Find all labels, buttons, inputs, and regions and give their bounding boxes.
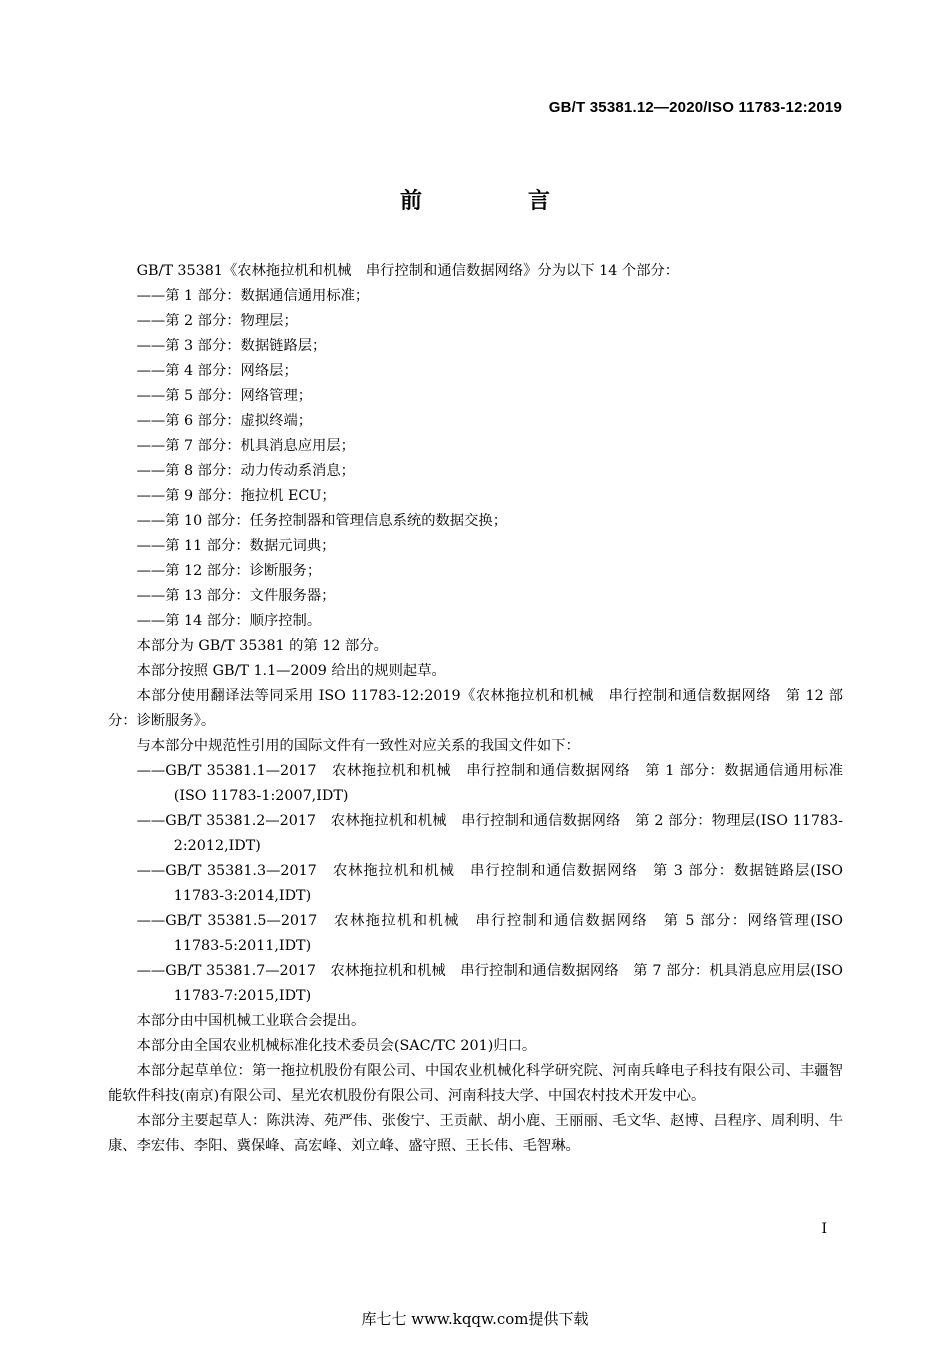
list-item: ——第 2 部分：物理层； [136,313,298,329]
list-item: ——第 11 部分：数据元词典； [136,538,336,554]
reference-item: ——GB/T 35381.7—2017 农林拖拉机和机械 串行控制和通信数据网络 第 7 部分：机具消息应用层(ISO 11783-7:2015,IDT) [136,963,843,1004]
centralized-by-paragraph: 本部分由全国农业机械标准化技术委员会(SAC/TC 201)归口。 [136,1038,537,1054]
list-item: ——第 1 部分：数据通信通用标准； [136,288,370,304]
references-intro-paragraph: 与本部分中规范性引用的国际文件有一致性对应关系的我国文件如下： [136,738,580,754]
standard-number-header: GB/T 35381.12—2020/ISO 11783-12:2019 [548,99,842,116]
list-item: ——第 5 部分：网络管理； [136,388,313,404]
translation-paragraph: 本部分使用翻译法等同采用 ISO 11783-12:2019《农林拖拉机和机械 串行控制和通信数据网络 第 12 部分：诊断服务》。 [108,688,843,729]
reference-item: ——GB/T 35381.3—2017 农林拖拉机和机械 串行控制和通信数据网络 第 3 部分：数据链路层(ISO 11783-3:2014,IDT) [136,863,843,904]
part-statement-paragraph: 本部分为 GB/T 35381 的第 12 部分。 [136,638,388,654]
reference-item: ——GB/T 35381.5—2017 农林拖拉机和机械 串行控制和通信数据网络 第 5 部分：网络管理(ISO 11783-5:2011,IDT) [136,913,843,954]
list-item: ——第 3 部分：数据链路层； [136,338,327,354]
drafting-rules-paragraph: 本部分按照 GB/T 1.1—2009 给出的规则起草。 [136,663,446,679]
document-body [108,259,843,1159]
list-item: ——第 9 部分：拖拉机 ECU； [136,488,336,504]
reference-item: ——GB/T 35381.2—2017 农林拖拉机和机械 串行控制和通信数据网络 第 2 部分：物理层(ISO 11783-2:2012,IDT) [136,813,843,854]
drafters-paragraph: 本部分主要起草人：陈洪涛、苑严伟、张俊宁、王贡献、胡小鹿、王丽丽、毛文华、赵博、吕程序、周利明、牛康、李宏伟、李阳、冀保峰、高宏峰、刘立峰、盛守照、王长伟、毛智琳。 [108,1113,843,1154]
proposed-by-paragraph: 本部分由中国机械工业联合会提出。 [136,1013,366,1029]
reference-item: ——GB/T 35381.1—2017 农林拖拉机和机械 串行控制和通信数据网络 第 1 部分：数据通信通用标准(ISO 11783-1:2007,IDT) [136,763,843,804]
parts-list [108,284,843,634]
intro-paragraph: GB/T 35381《农林拖拉机和机械 串行控制和通信数据网络》分为以下 14 个部分： [136,263,680,279]
page-title: 前 言 [399,189,592,214]
page-number: I [821,1221,827,1237]
download-footer: 库七七 www.kqqw.com提供下载 [361,1310,589,1328]
references-list [108,759,843,1009]
list-item: ——第 7 部分：机具消息应用层； [136,438,355,454]
list-item: ——第 10 部分：任务控制器和管理信息系统的数据交换； [136,513,507,529]
list-item: ——第 6 部分：虚拟终端； [136,413,313,429]
drafting-units-paragraph: 本部分起草单位：第一拖拉机股份有限公司、中国农业机械化科学研究院、河南兵峰电子科技有限公司、丰疆智能软件科技(南京)有限公司、星光农机股份有限公司、河南科技大学、中国农村技术开发中心。 [108,1063,843,1104]
list-item: ——第 12 部分：诊断服务； [136,563,322,579]
list-item: ——第 8 部分：动力传动系消息； [136,463,355,479]
list-item: ——第 14 部分：顺序控制。 [136,613,322,629]
list-item: ——第 13 部分：文件服务器； [136,588,336,604]
list-item: ——第 4 部分：网络层； [136,363,298,379]
